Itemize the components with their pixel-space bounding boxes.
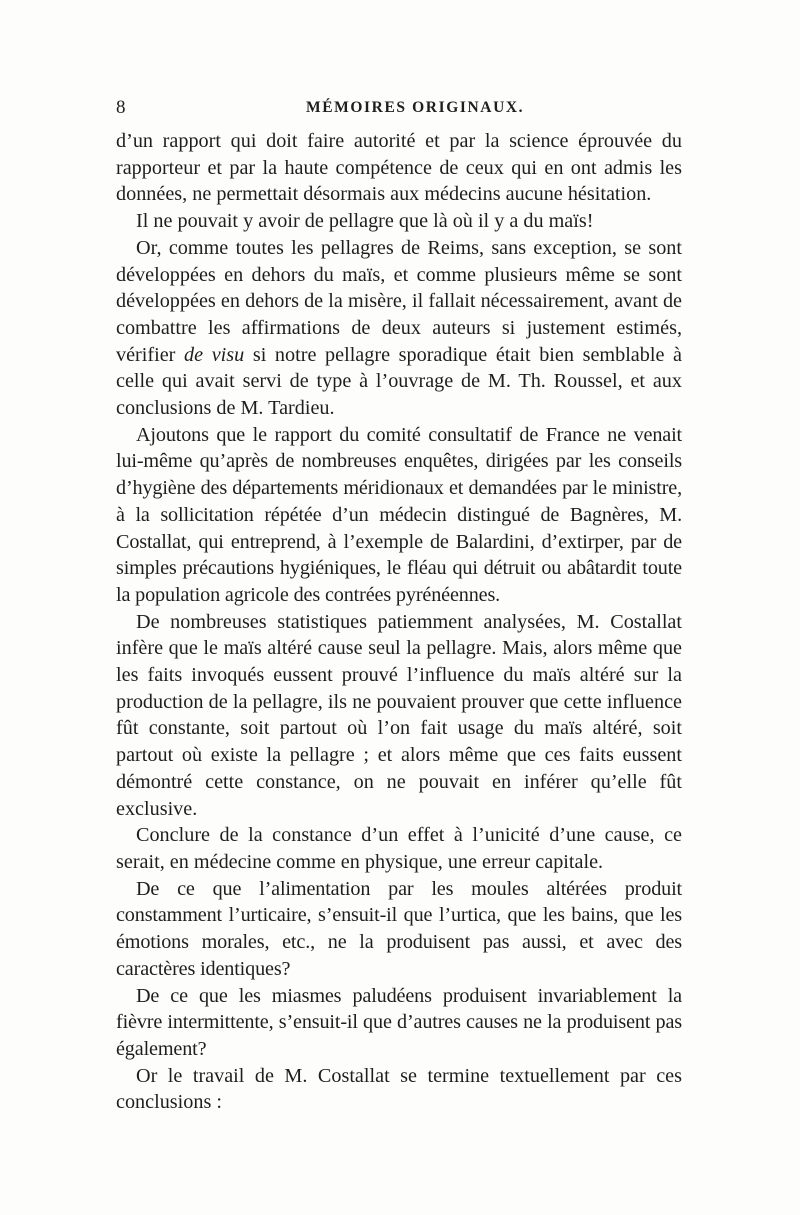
paragraph-7: De ce que l’alimentation par les moules altérées produit constamment l’urticaire, s’ensuit-il que l’urtica, que les bains, que les émotions morales, etc., ne la produisent pas aussi, et avec des caractères identiques? [116, 877, 682, 980]
paragraph-2: Il ne pouvait y avoir de pellagre que là où il y a du maïs! [136, 210, 594, 233]
body-text [116, 128, 682, 1116]
paragraph-5: De nombreuses statistiques patiemment analysées, M. Costallat infère que le maïs altéré cause seul la pellagre. Mais, alors même que les faits invoqués eussent prouvé l’influence du maïs altéré sur la production de la pellagre, ils ne pouvaient prouver que cette influence fût constante, soit partout où l’on fait usage du maïs altéré, soit partout où existe la pellagre ; et alors même que ces faits eussent démontré cette constance, on ne pouvait en inférer qu’elle fût exclusive. [116, 610, 682, 820]
paragraph-1: d’un rapport qui doit faire autorité et par la science éprouvée du rapporteur et par la haute compétence de ceux qui en ont admis les données, ne permettait désormais aux médecins aucune hésitation. [116, 130, 682, 206]
paragraph-3-before: Or, comme toutes les pellagres de Reims, sans exception, se sont développées en dehors du maïs, et comme plusieurs même se sont développées en dehors de la misère, il fallait nécessairement, avant de combattre les affirmations de deux auteurs si justement estimés, vérifier [116, 236, 682, 366]
paragraph-3 [116, 235, 682, 422]
paragraph-8: De ce que les miasmes paludéens produisent invariablement la fièvre intermittente, s’ensuit-il que d’autres causes ne la produisent pas également? [116, 984, 682, 1060]
italic-phrase: de visu [184, 343, 245, 366]
paragraph-9: Or le travail de M. Costallat se termine textuellement par ces conclusions : [116, 1064, 682, 1114]
page-number: 8 [116, 97, 126, 118]
paragraph-6: Conclure de la constance d’un effet à l’unicité d’une cause, ce serait, en médecine comme en physique, une erreur capitale. [116, 824, 682, 873]
paragraph-4: Ajoutons que le rapport du comité consultatif de France ne venait lui-même qu’après de nombreuses enquêtes, dirigées par les conseils d’hygiène des départements méridionaux et demandées par le ministre, à la sollicitation répétée d’un médecin distingué de Bagnères, M. Costallat, qui entreprend, à l’exemple de Balardini, d’extirper, par de simples précautions hygiéniques, le fléau qui détruit ou abâtardit toute la population agricole des contrées pyrénéennes. [116, 423, 682, 606]
page-header [116, 97, 680, 121]
running-title: MÉMOIRES ORIGINAUX. [306, 99, 525, 116]
paragraph-3-after: si notre pellagre sporadique était bien semblable à celle qui avait servi de type à l’ouvrage de M. Th. Roussel, et aux conclusions de M. Tardieu. [116, 343, 683, 420]
